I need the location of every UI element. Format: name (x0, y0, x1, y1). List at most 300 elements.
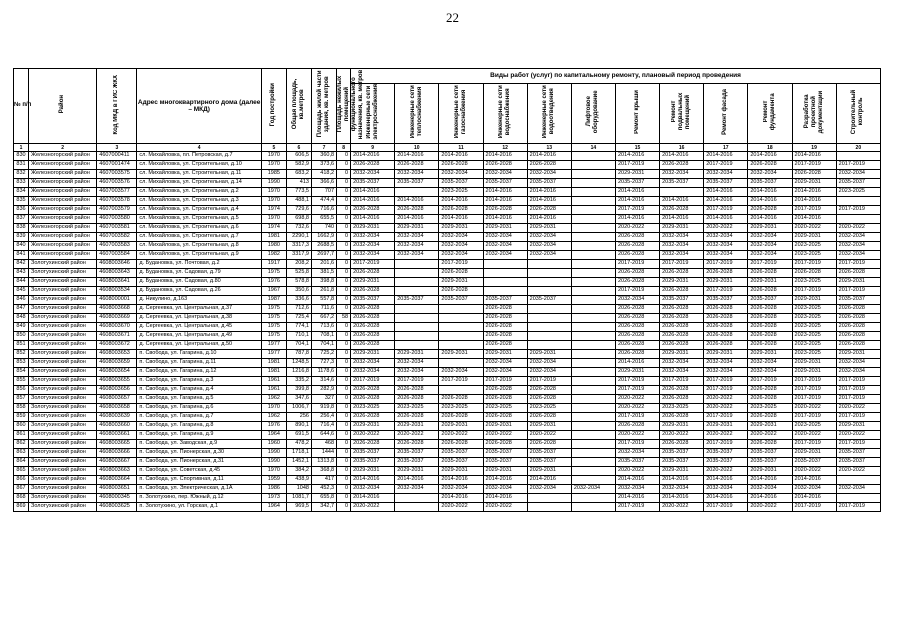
table-row (14, 458, 881, 467)
table-cell: 830 (14, 152, 29, 161)
table-cell (571, 179, 615, 188)
table-cell: 2032-2034 (527, 359, 571, 368)
table-cell: 201,6 (311, 260, 336, 269)
table-cell: 4607003577 (97, 188, 137, 197)
table-cell (395, 188, 439, 197)
table-cell: Золотухинский район (29, 449, 97, 458)
table-cell: 2029-2031 (527, 422, 571, 431)
table-cell: Железногорский район (29, 161, 97, 170)
table-cell: 2026-2028 (836, 305, 880, 314)
table-cell: 2014-2016 (615, 476, 659, 485)
table-cell: 711,6 (311, 305, 336, 314)
table-cell: 2035-2037 (483, 296, 527, 305)
table-cell: 2026-2028 (439, 161, 483, 170)
table-cell: Железногорский район (29, 251, 97, 260)
table-cell (483, 260, 527, 269)
table-cell: сл. Михайловка, ул. Строительная, д.9 (137, 251, 261, 260)
table-cell: 2017-2019 (792, 161, 836, 170)
table-cell: 2017-2019 (836, 503, 880, 512)
table-cell: 2035-2037 (836, 458, 880, 467)
table-cell: 2017-2019 (395, 377, 439, 386)
table-cell: п. Свобода, ул. Пионерская, д.31 (137, 458, 261, 467)
table-cell: 525,8 (286, 269, 311, 278)
table-cell: 2029-2031 (351, 467, 395, 476)
table-cell: 2017-2019 (836, 413, 880, 422)
table-row (14, 233, 881, 242)
table-cell: 4607003582 (97, 233, 137, 242)
table-cell: 2014-2016 (615, 215, 659, 224)
table-cell: 2035-2037 (748, 449, 792, 458)
table-cell: 2029-2031 (660, 350, 704, 359)
table-cell: 2035-2037 (351, 458, 395, 467)
table-cell (571, 458, 615, 467)
table-cell: 0 (337, 494, 351, 503)
table-cell: 2014-2016 (439, 215, 483, 224)
table-cell: 2014-2016 (483, 152, 527, 161)
table-cell: 2032-2034 (483, 485, 527, 494)
table-cell: 1990 (261, 449, 286, 458)
table-cell: 0 (337, 305, 351, 314)
table-cell: 1313,8 (311, 458, 336, 467)
table-cell: 2026-2028 (483, 206, 527, 215)
table-cell: п. Свобода, ул. Гагарина, д.6 (137, 404, 261, 413)
table-cell: 2029-2031 (704, 422, 748, 431)
table-cell: 2035-2037 (395, 458, 439, 467)
table-row (14, 368, 881, 377)
table-cell: 373,6 (311, 161, 336, 170)
table-cell: 4608003664 (97, 476, 137, 485)
table-cell: 2020-2022 (792, 224, 836, 233)
table-cell: д. Сергеевка, ул. Центральная, д.37 (137, 305, 261, 314)
table-cell (571, 287, 615, 296)
table-cell: 2023-2025 (792, 422, 836, 431)
table-cell: 413 (286, 179, 311, 188)
table-cell: 2026-2028 (527, 206, 571, 215)
table-cell: 4608003669 (97, 314, 137, 323)
table-cell: 2026-2028 (660, 161, 704, 170)
table-row (14, 188, 881, 197)
table-cell: 1982 (261, 251, 286, 260)
table-cell: 2023-2025 (792, 323, 836, 332)
table-cell: 4608000001 (97, 296, 137, 305)
table-cell: 1960 (261, 440, 286, 449)
table-cell: 2020-2022 (527, 431, 571, 440)
table-cell (571, 251, 615, 260)
table-cell: Железногорский район (29, 233, 97, 242)
table-cell: 4608003654 (97, 368, 137, 377)
table-cell: 2023-2025 (792, 305, 836, 314)
column-number: 1 (14, 144, 29, 152)
table-cell: 2026-2028 (615, 251, 659, 260)
table-cell: 860 (14, 422, 29, 431)
table-cell (571, 341, 615, 350)
table-cell: 4607003575 (97, 170, 137, 179)
table-cell: 865 (14, 467, 29, 476)
table-cell: 2029-2031 (748, 422, 792, 431)
table-cell: 2023-2025 (792, 350, 836, 359)
table-cell: Золотухинский район (29, 494, 97, 503)
table-cell: 2697,7 (311, 251, 336, 260)
table-cell: 2014-2016 (527, 476, 571, 485)
table-cell: 2020-2022 (615, 467, 659, 476)
table-cell: п. Золотухино, пер. Южный, д.12 (137, 494, 261, 503)
table-cell: 1444 (311, 449, 336, 458)
table-cell (395, 494, 439, 503)
table-row (14, 341, 881, 350)
table-row (14, 206, 881, 215)
table-cell (527, 314, 571, 323)
table-cell: Железногорский район (29, 197, 97, 206)
table-cell: 2032-2034 (527, 170, 571, 179)
table-cell: 0 (337, 503, 351, 512)
table-row (14, 359, 881, 368)
table-cell: 1216,8 (286, 368, 311, 377)
table-cell: 2032-2034 (836, 359, 880, 368)
table-cell: Золотухинский район (29, 458, 97, 467)
table-cell: 864 (14, 458, 29, 467)
table-cell: 2020-2022 (439, 503, 483, 512)
table-cell (571, 305, 615, 314)
table-cell: 2014-2016 (483, 197, 527, 206)
table-row (14, 161, 881, 170)
table-cell: 2035-2037 (836, 449, 880, 458)
table-cell: 2014-2016 (615, 359, 659, 368)
table-cell: 2026-2028 (483, 305, 527, 314)
table-cell: сл. Михайловка, ул. Строительная, д.8 (137, 242, 261, 251)
table-cell: сл. Михайловка, ул. Строительная, д.4 (137, 206, 261, 215)
table-cell: 2029-2031 (836, 422, 880, 431)
table-cell: 0 (337, 350, 351, 359)
table-cell: 368,8 (311, 467, 336, 476)
table-cell: 2035-2037 (748, 296, 792, 305)
table-cell: 2014-2016 (615, 188, 659, 197)
table-cell: 2017-2019 (704, 260, 748, 269)
table-cell: 2029-2031 (483, 422, 527, 431)
table-cell: 2029-2031 (483, 224, 527, 233)
table-cell: 2026-2028 (527, 395, 571, 404)
table-cell (571, 296, 615, 305)
table-cell: 4608003655 (97, 377, 137, 386)
table-cell: 2014-2016 (483, 476, 527, 485)
table-cell: 2026-2028 (748, 161, 792, 170)
table-cell: 2035-2037 (527, 179, 571, 188)
column-number: 19 (792, 144, 836, 152)
table-cell: 855 (14, 377, 29, 386)
table-cell: 2023-2025 (439, 404, 483, 413)
table-cell: 0 (337, 368, 351, 377)
table-cell: 2014-2016 (748, 197, 792, 206)
table-row (14, 323, 881, 332)
table-cell (571, 197, 615, 206)
table-cell: 667,2 (311, 314, 336, 323)
table-cell: 0 (337, 395, 351, 404)
table-cell: Золотухинский район (29, 269, 97, 278)
table-cell: 2026-2028 (615, 350, 659, 359)
table-cell: 2029-2031 (836, 278, 880, 287)
table-cell: 2026-2028 (615, 278, 659, 287)
table-cell: 2029-2031 (483, 467, 527, 476)
table-cell: 2014-2016 (704, 188, 748, 197)
table-cell (395, 332, 439, 341)
table-cell: 2026-2028 (748, 413, 792, 422)
table-cell: Золотухинский район (29, 278, 97, 287)
table-cell: 851 (14, 341, 29, 350)
table-cell: 4608003657 (97, 395, 137, 404)
table-cell: 2026-2028 (483, 341, 527, 350)
table-cell: 0 (337, 152, 351, 161)
table-cell: 2026-2028 (704, 323, 748, 332)
table-cell: Железногорский район (29, 215, 97, 224)
table-cell (395, 278, 439, 287)
table-cell: 727,3 (311, 359, 336, 368)
table-cell: 327 (311, 395, 336, 404)
table-cell: 1976 (261, 422, 286, 431)
table-cell: 2026-2028 (483, 323, 527, 332)
table-cell: 1985 (261, 170, 286, 179)
table-cell: 1975 (261, 323, 286, 332)
table-cell: 1048 (286, 485, 311, 494)
table-cell: 2020-2022 (483, 431, 527, 440)
table-cell (527, 341, 571, 350)
table-cell: 2029-2031 (527, 467, 571, 476)
table-cell: 845 (14, 287, 29, 296)
table-cell: 2026-2028 (748, 440, 792, 449)
table-cell: 3317,9 (286, 251, 311, 260)
table-cell: 2014-2016 (439, 152, 483, 161)
table-cell (571, 278, 615, 287)
table-cell: 2035-2037 (527, 449, 571, 458)
table-cell: 1970 (261, 404, 286, 413)
table-cell (571, 467, 615, 476)
table-cell: 852 (14, 350, 29, 359)
table-cell: 2032-2034 (483, 251, 527, 260)
table-cell: 704,1 (311, 341, 336, 350)
header-works-group: Виды работ (услуг) по капитальному ремонту, плановый период проведения (351, 69, 881, 84)
table-cell: 2026-2028 (748, 395, 792, 404)
table-cell: 2020-2022 (748, 431, 792, 440)
table-cell: 2014-2016 (660, 215, 704, 224)
table-cell: 2032-2034 (660, 485, 704, 494)
table-cell: 2014-2016 (748, 215, 792, 224)
table-cell: 2032-2034 (660, 359, 704, 368)
table-cell: 2026-2028 (748, 206, 792, 215)
table-cell: 1981 (261, 233, 286, 242)
table-cell: 2017-2019 (836, 377, 880, 386)
column-number: 6 (286, 144, 311, 152)
table-cell: 2017-2019 (704, 413, 748, 422)
table-cell: 2026-2028 (527, 386, 571, 395)
table-cell: 2032-2034 (704, 368, 748, 377)
table-cell: 2032-2034 (660, 251, 704, 260)
table-cell: 4608000345 (97, 494, 137, 503)
header-work-type: Инженерные сети газоснабжения (439, 84, 483, 144)
table-cell: 853 (14, 359, 29, 368)
table-cell: Золотухинский район (29, 314, 97, 323)
table-cell: 2026-2028 (395, 395, 439, 404)
table-cell: 2017-2019 (792, 377, 836, 386)
table-cell: 2014-2016 (660, 197, 704, 206)
table-cell: 2017-2019 (439, 260, 483, 269)
table-cell: 0 (337, 440, 351, 449)
table-cell: 2029-2031 (748, 278, 792, 287)
table-cell: п. Свобода, ул. Гагарина, д.3 (137, 377, 261, 386)
table-row (14, 296, 881, 305)
table-cell: 2029-2031 (792, 233, 836, 242)
table-cell: 2026-2028 (704, 305, 748, 314)
table-cell: 582,9 (286, 161, 311, 170)
table-cell: Золотухинский район (29, 287, 97, 296)
table-cell: 2032-2034 (660, 368, 704, 377)
table-cell: сл. Михайловка, ул. Строительная, д.7 (137, 233, 261, 242)
table-cell: 1006,7 (286, 404, 311, 413)
table-cell: 2014-2016 (439, 476, 483, 485)
table-cell: 841 (14, 251, 29, 260)
table-cell: Железногорский район (29, 152, 97, 161)
header-code: Код МКД в ГИС ЖКХ (97, 69, 137, 144)
table-cell: Золотухинский район (29, 440, 97, 449)
table-cell: 0 (337, 458, 351, 467)
table-cell: 1970 (261, 188, 286, 197)
table-cell: 2026-2028 (660, 269, 704, 278)
header-work-type: Разработка проектной документации (792, 84, 836, 144)
table-cell: 1967 (261, 287, 286, 296)
table-cell: 848 (14, 314, 29, 323)
table-cell: 2017-2019 (615, 161, 659, 170)
table-cell: 2026-2028 (483, 395, 527, 404)
table-cell: 2026-2028 (351, 341, 395, 350)
table-cell: 2026-2028 (351, 161, 395, 170)
table-cell: 2290,1 (286, 233, 311, 242)
table-cell: Золотухинский район (29, 467, 97, 476)
table-cell: 2026-2028 (660, 287, 704, 296)
table-cell: 2035-2037 (704, 296, 748, 305)
table-cell: 4607003581 (97, 224, 137, 233)
table-cell: 2014-2016 (748, 152, 792, 161)
table-cell: 2020-2022 (615, 224, 659, 233)
column-number: 13 (527, 144, 571, 152)
table-cell: 834 (14, 188, 29, 197)
table-cell: 2032-2034 (704, 485, 748, 494)
table-cell: 2035-2037 (836, 296, 880, 305)
table-cell: 261,8 (311, 287, 336, 296)
table-cell: 2014-2016 (395, 152, 439, 161)
table-cell: 2032-2034 (748, 251, 792, 260)
table-cell: 2026-2028 (660, 314, 704, 323)
table-cell: 773,5 (286, 188, 311, 197)
table-cell: 2014-2016 (439, 197, 483, 206)
table-cell: 2014-2016 (792, 188, 836, 197)
table-cell: п. Свобода, ул. Заводская, д.9 (137, 440, 261, 449)
table-cell: 418,2 (311, 170, 336, 179)
table-cell: 2020-2022 (660, 431, 704, 440)
table-cell: 847 (14, 305, 29, 314)
header-work-type: Ремонт подвальных помещений (660, 84, 704, 144)
table-cell: 2014-2016 (615, 494, 659, 503)
table-cell: 849 (14, 323, 29, 332)
table-row (14, 251, 881, 260)
table-cell: 1973 (261, 494, 286, 503)
table-cell: 1986 (261, 485, 286, 494)
table-row (14, 476, 881, 485)
table-cell: 2026-2028 (395, 440, 439, 449)
table-cell: 2014-2016 (527, 215, 571, 224)
table-cell: 4608003641 (97, 278, 137, 287)
table-cell: п. Свобода, ул. Гагарина, д.4 (137, 386, 261, 395)
table-cell: 2026-2028 (704, 269, 748, 278)
table-cell: 4608003646 (97, 260, 137, 269)
table-cell: 2032-2034 (351, 368, 395, 377)
header-living-area: Площадь жилой части здания, кв. метров (311, 69, 336, 144)
table-cell: 1970 (261, 161, 286, 170)
table-cell (571, 503, 615, 512)
table-cell: 2029-2031 (748, 467, 792, 476)
table-cell: 336,6 (286, 296, 311, 305)
table-cell: 350,6 (286, 287, 311, 296)
table-cell: 2026-2028 (748, 287, 792, 296)
table-cell: 969,5 (286, 503, 311, 512)
table-cell: 2014-2016 (351, 188, 395, 197)
table-cell: 2020-2022 (615, 404, 659, 413)
table-cell: 2023-2025 (792, 278, 836, 287)
table-cell: 2032-2034 (351, 359, 395, 368)
table-cell: 2014-2016 (351, 476, 395, 485)
table-cell: 846 (14, 296, 29, 305)
header-work-type: Ремонт крыши (615, 84, 659, 144)
table-cell: 4608003534 (97, 287, 137, 296)
table-cell (571, 476, 615, 485)
table-cell: 2035-2037 (704, 179, 748, 188)
table-cell: 0 (337, 251, 351, 260)
table-cell: 2017-2019 (615, 440, 659, 449)
table-cell: 2026-2028 (748, 314, 792, 323)
table-cell: Золотухинский район (29, 332, 97, 341)
table-cell: 4607003583 (97, 242, 137, 251)
table-cell: 2029-2031 (351, 224, 395, 233)
table-cell: 4608003667 (97, 458, 137, 467)
table-cell: Железногорский район (29, 206, 97, 215)
table-cell: сл. Михайловка, ул. Строительная, д.10 (137, 161, 261, 170)
table-cell (395, 305, 439, 314)
table-cell: 58 (337, 314, 351, 323)
table-cell (439, 359, 483, 368)
table-cell: 2023-2025 (395, 404, 439, 413)
table-cell: 2020-2022 (615, 431, 659, 440)
table-cell: 2032-2034 (483, 359, 527, 368)
table-cell: 2032-2034 (395, 233, 439, 242)
table-cell: 708,1 (311, 332, 336, 341)
table-cell: 2032-2034 (704, 170, 748, 179)
table-cell: 2035-2037 (615, 458, 659, 467)
table-cell: 2014-2016 (351, 494, 395, 503)
table-cell: д. Будановка, ул. Садовая, д.80 (137, 278, 261, 287)
table-cell: 869 (14, 503, 29, 512)
table-cell (439, 314, 483, 323)
table-cell: 2017-2019 (615, 503, 659, 512)
table-cell: сл. Михайловка, ул. Строительная, д.14 (137, 179, 261, 188)
table-cell (571, 413, 615, 422)
table-cell (439, 341, 483, 350)
table-cell: 2026-2028 (483, 161, 527, 170)
table-cell: 2023-2025 (792, 251, 836, 260)
table-cell: 0 (337, 377, 351, 386)
table-cell: 342,7 (311, 503, 336, 512)
table-cell: 2023-2025 (351, 404, 395, 413)
table-cell: 2017-2019 (792, 260, 836, 269)
table-cell: 2014-2016 (527, 152, 571, 161)
table-cell: 2026-2028 (615, 422, 659, 431)
table-cell (836, 152, 880, 161)
table-row (14, 332, 881, 341)
